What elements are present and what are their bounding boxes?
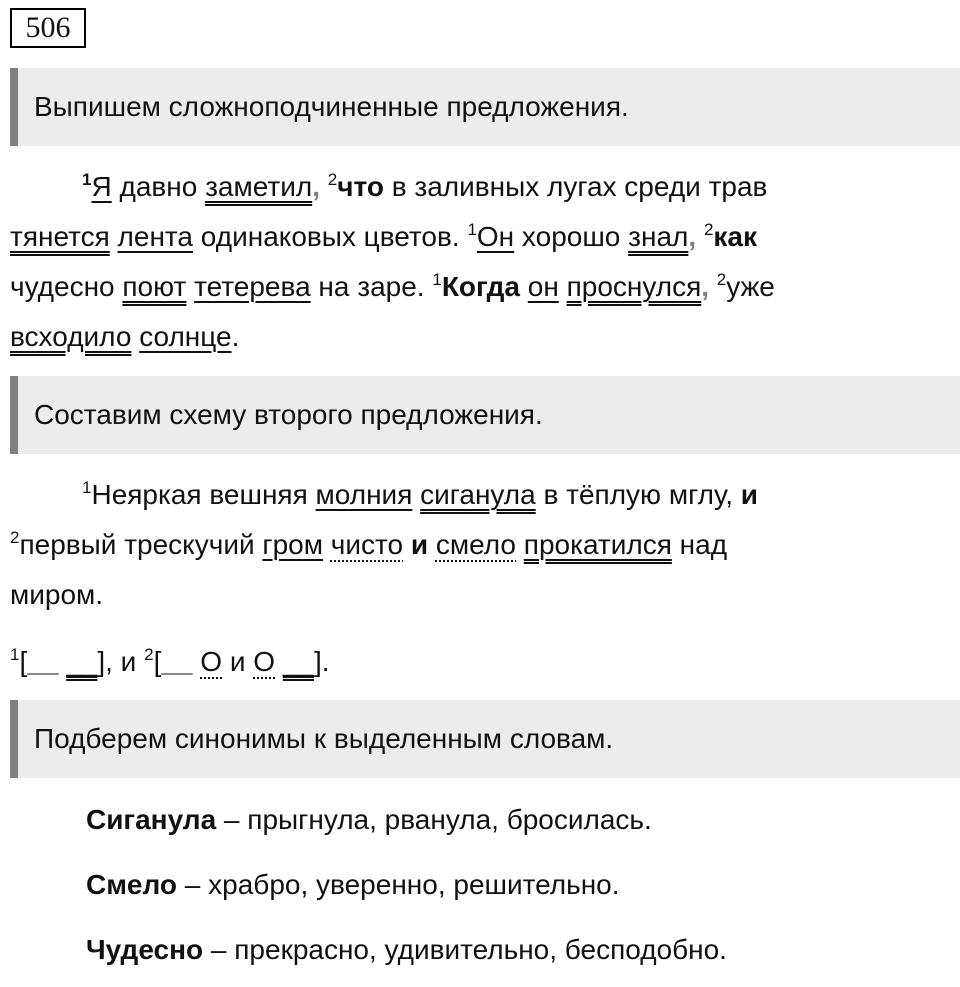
predicate-word: поют xyxy=(122,271,187,302)
paragraph-line: тянется лента одинаковых цветов. $^1$Он хорошо знал, $^2$как xyxy=(10,220,758,252)
predicate-word: сиганула xyxy=(420,479,536,510)
conjunction-word: и xyxy=(410,529,429,560)
scheme-predicate-slot: __ xyxy=(66,646,98,677)
predicate-word: заметил xyxy=(205,171,313,202)
clause-comma: , xyxy=(312,171,320,202)
paragraph-line: $^2$первый трескучий гром чисто и смело прокатился над xyxy=(10,528,728,560)
section-heading-2: Составим схему второго предложения. xyxy=(10,376,960,454)
conjunction-word: Когда xyxy=(441,271,520,302)
predicate-word: знал xyxy=(628,221,689,252)
conjunction-word: и xyxy=(740,479,758,510)
predicate-word: всходило xyxy=(10,321,132,352)
subject-word: он xyxy=(527,271,559,302)
complex-sentences-paragraph xyxy=(10,162,950,362)
synonym-line: Смело – храбро, уверенно, решительно. xyxy=(86,869,620,900)
clause-comma: , xyxy=(688,221,697,252)
adverb-word: смело xyxy=(435,529,516,560)
synonym-word: Чудесно xyxy=(86,934,204,965)
section-heading-3: Подберем синонимы к выделенным словам. xyxy=(10,700,960,778)
section-heading-1: Выпишем сложноподчиненные предложения. xyxy=(10,68,960,146)
synonym-line: Чудесно – прекрасно, удивительно, бесподобно. xyxy=(86,934,727,965)
scheme-subject-slot: __ xyxy=(27,646,59,677)
subject-word: лента xyxy=(117,221,194,252)
synonym-line: Сиганула – прыгнула, рванула, бросилась. xyxy=(86,804,652,835)
paragraph-line: $^1$Неяркая вешняя молния сиганула в тёплую мглу, и xyxy=(82,478,758,510)
scheme-predicate-slot: __ xyxy=(282,646,314,677)
subject-word: молния xyxy=(315,479,413,510)
conjunction-word: что xyxy=(337,171,384,202)
subject-word: Я xyxy=(91,171,112,202)
conjunction-word: как xyxy=(713,221,758,252)
subject-word: тетерева xyxy=(194,271,311,302)
subject-word: Он xyxy=(476,221,515,252)
predicate-word: проснулся xyxy=(566,271,702,302)
paragraph-line: миром. xyxy=(10,579,104,610)
scheme-subject-slot: __ xyxy=(161,646,193,677)
paragraph-line: $^1$Я давно заметил, $^2$что в заливных лугах среди трав xyxy=(82,170,768,202)
paragraph-line: всходило солнце. xyxy=(10,321,240,352)
predicate-word: прокатился xyxy=(523,529,672,560)
subject-word: солнце xyxy=(139,321,232,352)
adverb-word: чисто xyxy=(330,529,404,560)
exercise-number: 506 xyxy=(10,8,86,48)
scheme-adverb-slot: O xyxy=(253,646,276,677)
predicate-word: тянется xyxy=(10,221,110,252)
scheme-adverb-slot: O xyxy=(200,646,223,677)
second-sentence-paragraph xyxy=(10,470,950,620)
synonym-word: Сиганула xyxy=(86,804,217,835)
paragraph-line: чудесно поют тетерева на заре. $^1$Когда он проснулся, $^2$уже xyxy=(10,270,775,302)
sentence-scheme: $^1$[__ __], и $^2$[__ O и O __]. xyxy=(10,645,330,677)
clause-comma: , xyxy=(701,271,710,302)
subject-word: гром xyxy=(262,529,323,560)
synonym-word: Смело xyxy=(86,869,178,900)
